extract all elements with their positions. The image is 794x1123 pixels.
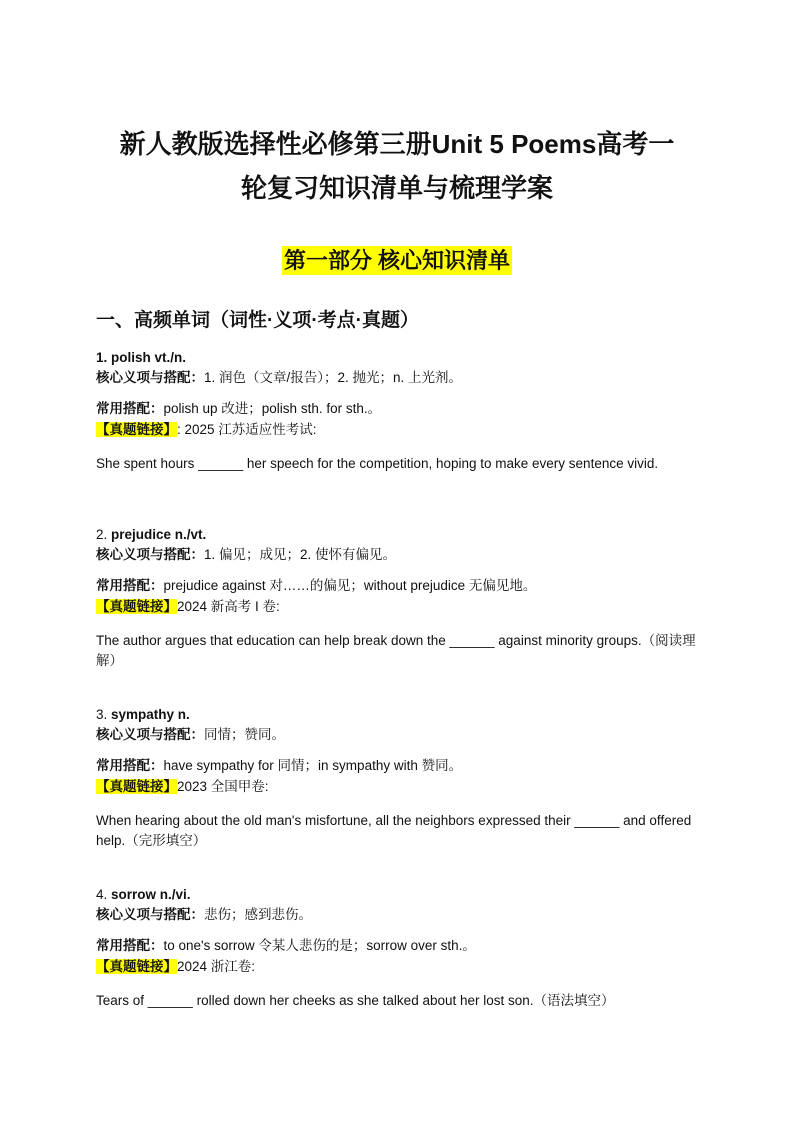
entry-number: 4. <box>96 887 108 902</box>
entry-core <box>96 725 706 745</box>
entry-heading <box>96 525 706 545</box>
entry-word: polish vt./n. <box>111 350 187 365</box>
entry-usage <box>96 756 706 776</box>
usage-text: prejudice against 对……的偏见；without prejudice 无偏见地。 <box>163 578 537 593</box>
exam-link-source: 2023 全国甲卷: <box>177 779 269 794</box>
core-text: 1. 润色（文章/报告）；2. 抛光；n. 上光剂。 <box>204 370 463 385</box>
core-text: 1. 偏见；成见；2. 使怀有偏见。 <box>204 547 397 562</box>
vocab-entry <box>96 885 706 1011</box>
exam-link-source: 2024 新高考 I 卷: <box>177 599 280 614</box>
exam-link-tag: 【真题链接】 <box>96 599 177 614</box>
exam-link-tag: 【真题链接】 <box>96 422 177 437</box>
exam-link-source: : 2025 江苏适应性考试: <box>177 422 317 437</box>
usage-label: 常用搭配： <box>96 578 164 593</box>
usage-text: polish up 改进；polish sth. for sth.。 <box>163 401 382 416</box>
entry-usage <box>96 936 706 956</box>
vocab-entry <box>96 348 706 474</box>
entry-exam-link <box>96 420 706 440</box>
part-heading-text: 第一部分 核心知识清单 <box>283 248 511 273</box>
core-text: 悲伤；感到悲伤。 <box>204 907 312 922</box>
usage-label: 常用搭配： <box>96 401 164 416</box>
core-label: 核心义项与搭配： <box>96 727 204 742</box>
entry-heading <box>96 885 706 905</box>
entry-usage <box>96 576 706 596</box>
exam-link-source: 2024 浙江卷: <box>177 959 256 974</box>
usage-text: to one's sorrow 令某人悲伤的是；sorrow over sth.。 <box>163 938 476 953</box>
usage-label: 常用搭配： <box>96 758 164 773</box>
entry-exam-link <box>96 957 706 977</box>
entry-number: 1. <box>96 350 108 365</box>
exam-link-tag: 【真题链接】 <box>96 959 177 974</box>
usage-label: 常用搭配： <box>96 938 164 953</box>
entry-sentence: Tears of ______ rolled down her cheeks as she talked about her lost son.（语法填空） <box>96 993 615 1008</box>
core-label: 核心义项与搭配： <box>96 370 204 385</box>
entry-heading <box>96 705 706 725</box>
entry-number: 2. <box>96 527 108 542</box>
core-label: 核心义项与搭配： <box>96 907 204 922</box>
entry-sentence: She spent hours ______ her speech for the competition, hoping to make every sentence vivid. <box>96 456 659 471</box>
section-heading: 一、高频单词（词性·义项·考点·真题） <box>96 310 419 331</box>
entry-sentence: When hearing about the old man's misfortune, all the neighbors expressed their ______ and offered help.（完形填空） <box>96 813 692 848</box>
core-label: 核心义项与搭配： <box>96 547 204 562</box>
entry-core <box>96 368 706 388</box>
exam-link-tag: 【真题链接】 <box>96 779 177 794</box>
entry-word: sorrow n./vi. <box>111 887 191 902</box>
document-title <box>60 122 734 210</box>
title-line-1: 新人教版选择性必修第三册Unit 5 Poems高考一 <box>119 129 675 159</box>
entry-core <box>96 545 706 565</box>
entry-usage <box>96 399 706 419</box>
entry-heading <box>96 348 706 368</box>
entry-exam-link <box>96 597 706 617</box>
part-heading <box>0 244 794 275</box>
entry-word: sympathy n. <box>111 707 190 722</box>
entry-core <box>96 905 706 925</box>
vocab-entry <box>96 705 706 851</box>
title-line-2: 轮复习知识清单与梳理学案 <box>240 173 553 203</box>
entry-sentence: The author argues that education can help break down the ______ against minority groups.（阅读理解） <box>96 633 696 668</box>
entry-number: 3. <box>96 707 108 722</box>
usage-text: have sympathy for 同情；in sympathy with 赞同。 <box>163 758 463 773</box>
core-text: 同情；赞同。 <box>204 727 285 742</box>
entry-exam-link <box>96 777 706 797</box>
entry-word: prejudice n./vt. <box>111 527 207 542</box>
vocab-entry <box>96 525 706 671</box>
